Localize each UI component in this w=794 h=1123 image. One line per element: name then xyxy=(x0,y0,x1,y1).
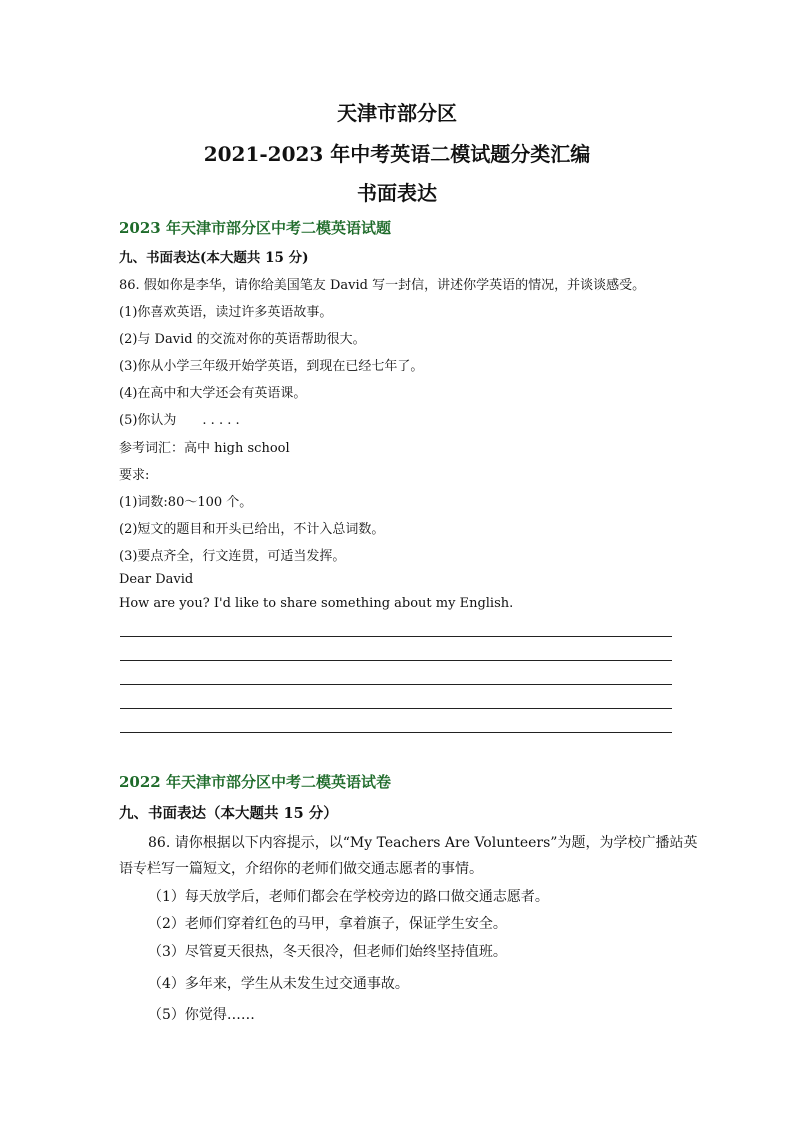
requirement-2: (2)短文的题目和开头已给出，不计入总词数。 xyxy=(119,522,385,537)
requirement-3: (3)要点齐全，行文连贯，可适当发挥。 xyxy=(119,549,346,564)
title-topic: 书面表达 xyxy=(357,181,437,205)
question-2023-prompt: 86. 假如你是李华，请你给美国笔友 David 写一封信，讲述你学英语的情况，并谈谈感受。 xyxy=(119,278,646,293)
question-2023-point-5: (5)你认为 . . . . . xyxy=(119,413,240,428)
title-region: 天津市部分区 xyxy=(337,101,457,125)
section-2023-part: 九、书面表达(本大题共 15 分) xyxy=(119,250,309,266)
vocabulary-hint: 参考词汇：高中 high school xyxy=(119,441,290,456)
title-exam-series: 2021-2023 年中考英语二模试题分类汇编 xyxy=(203,142,591,166)
answer-line xyxy=(120,636,672,637)
question-2022-point-5: （5）你觉得…… xyxy=(148,1007,255,1023)
section-2022-heading: 2022 年天津市部分区中考二模英语试卷 xyxy=(119,773,391,791)
question-2022-point-2: （2）老师们穿着红色的马甲，拿着旗子，保证学生安全。 xyxy=(148,916,507,932)
question-2022-point-3: （3）尽管夏天很热，冬天很冷，但老师们始终坚持值班。 xyxy=(148,944,507,960)
question-2022-prompt-cont: 语专栏写一篇短文，介绍你的老师们做交通志愿者的事情。 xyxy=(119,861,483,877)
question-2022-point-4: （4）多年来，学生从未发生过交通事故。 xyxy=(148,976,409,992)
requirement-1: (1)词数:80～100 个。 xyxy=(119,495,253,510)
question-2022-prompt: 86. 请你根据以下内容提示，以“My Teachers Are Volunteers”为题，为学校广播站英 xyxy=(148,835,698,851)
answer-line xyxy=(120,660,672,661)
answer-line xyxy=(120,732,672,733)
letter-salutation: Dear David xyxy=(119,572,194,587)
section-2023-heading: 2023 年天津市部分区中考二模英语试题 xyxy=(119,219,391,237)
answer-line xyxy=(120,708,672,709)
question-2023-point-4: (4)在高中和大学还会有英语课。 xyxy=(119,386,307,401)
question-2023-point-3: (3)你从小学三年级开始学英语，到现在已经七年了。 xyxy=(119,359,424,374)
section-2022-part: 九、书面表达（本大题共 15 分） xyxy=(119,805,338,822)
question-2022-point-1: （1）每天放学后，老师们都会在学校旁边的路口做交通志愿者。 xyxy=(148,889,549,905)
requirements-label: 要求: xyxy=(119,468,150,483)
question-2023-point-2: (2)与 David 的交流对你的英语帮助很大。 xyxy=(119,332,366,347)
answer-line xyxy=(120,684,672,685)
letter-opening: How are you? I'd like to share something about my English. xyxy=(119,596,514,611)
question-2023-point-1: (1)你喜欢英语，读过许多英语故事。 xyxy=(119,305,333,320)
